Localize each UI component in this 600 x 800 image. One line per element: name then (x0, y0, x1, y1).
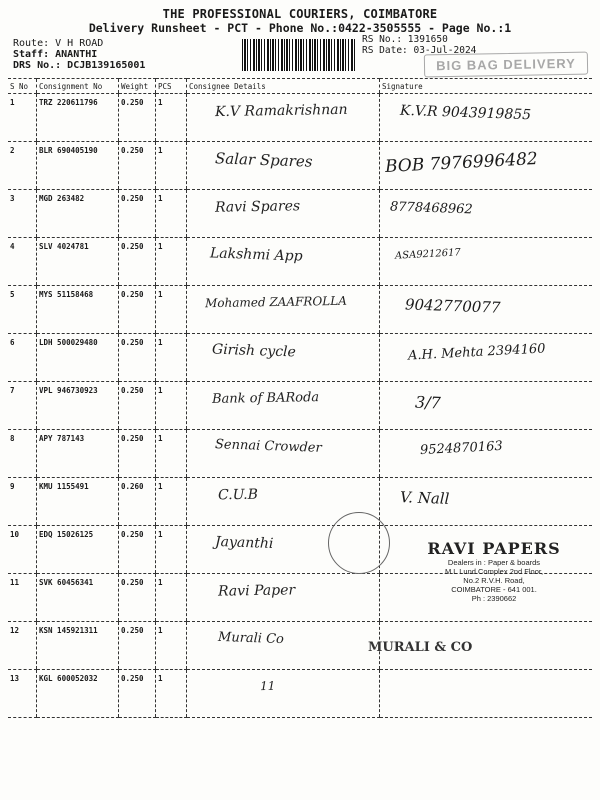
cell-consignment-no: KMU 1155491 (37, 478, 119, 526)
col-header-consignment: Consignment No (37, 79, 119, 94)
cell-weight: 0.250 (119, 526, 156, 574)
cell-consignment-no: SLV 4024781 (37, 238, 119, 286)
ravi-stamp-line: M.L Lund Complex 2nd Floor, (444, 567, 544, 576)
cell-consignment-no: BLR 690405190 (37, 142, 119, 190)
route-label: Route: V H ROAD (13, 38, 104, 49)
cell-consignment-no: VPL 946730923 (37, 382, 119, 430)
ravi-stamp-line: Dealers in : Paper & boards (447, 558, 541, 567)
handwritten-consignee: Murali Co (217, 629, 285, 648)
handwritten-signature: 3/7 (414, 392, 442, 413)
cell-pcs: 1 (156, 142, 187, 190)
cell-sno: 9 (8, 478, 37, 526)
handwritten-consignee: Salar Spares (214, 149, 313, 171)
cell-consignment-no: APY 787143 (37, 430, 119, 478)
cell-consignment-no: KGL 600052032 (37, 670, 119, 718)
handwritten-signature: A.H. Mehta 2394160 (407, 341, 546, 364)
handwritten-consignee: Girish cycle (211, 341, 297, 361)
cell-sno: 8 (8, 430, 37, 478)
company-title: THE PROFESSIONAL COURIERS, COIMBATORE (162, 7, 438, 21)
cell-weight: 0.250 (119, 622, 156, 670)
staff-label: Staff: ANANTHI (13, 49, 98, 60)
handwritten-signature: V. Nall (399, 488, 450, 508)
cell-sno: 6 (8, 334, 37, 382)
col-header-consignee: Consignee Details (187, 79, 380, 94)
table-row (8, 478, 592, 526)
cell-sno: 5 (8, 286, 37, 334)
handwritten-signature: 8778468962 (389, 199, 473, 218)
cell-pcs: 1 (156, 622, 187, 670)
handwritten-consignee: 11 (259, 678, 276, 694)
cell-weight: 0.250 (119, 574, 156, 622)
col-header-sno: S No (8, 79, 37, 94)
cell-pcs: 1 (156, 478, 187, 526)
cell-consignment-no: MYS 51158468 (37, 286, 119, 334)
cell-pcs: 1 (156, 430, 187, 478)
table-row (8, 622, 592, 670)
cell-pcs: 1 (156, 238, 187, 286)
cell-sno: 3 (8, 190, 37, 238)
round-company-stamp (328, 512, 390, 574)
ravi-papers-stamp (414, 539, 574, 603)
cell-signature (380, 238, 593, 286)
cell-pcs: 1 (156, 526, 187, 574)
cell-weight: 0.250 (119, 334, 156, 382)
cell-sno: 1 (8, 94, 37, 142)
header-info (13, 38, 145, 71)
sheet-title: Delivery Runsheet - PCT - Phone No.:0422-3505555 - Page No.:1 (88, 21, 512, 35)
cell-consignment-no: KSN 145921311 (37, 622, 119, 670)
table-row (8, 286, 592, 334)
handwritten-consignee: C.U.B (217, 486, 259, 504)
table-header-row (8, 79, 592, 94)
murali-co-stamp: MURALI & CO (368, 640, 473, 655)
ravi-stamp-line: COIMBATORE - 641 001. (451, 585, 537, 594)
cell-signature (380, 382, 593, 430)
cell-pcs: 1 (156, 94, 187, 142)
handwritten-signature: K.V.R 9043919855 (399, 102, 532, 124)
handwritten-consignee: Ravi Paper (217, 582, 296, 600)
handwritten-consignee: Mohamed ZAAFROLLA (204, 293, 347, 311)
handwritten-consignee: Bank of BARoda (211, 390, 320, 407)
handwritten-consignee: Sennai Crowder (214, 437, 322, 456)
cell-consignment-no: MGD 263482 (37, 190, 119, 238)
big-bag-delivery-stamp: BIG BAG DELIVERY (424, 52, 588, 78)
cell-sno: 7 (8, 382, 37, 430)
cell-consignment-no: SVK 60456341 (37, 574, 119, 622)
handwritten-consignee: Jayanthi (214, 533, 274, 553)
cell-sno: 10 (8, 526, 37, 574)
cell-sno: 2 (8, 142, 37, 190)
cell-pcs: 1 (156, 670, 187, 718)
cell-weight: 0.250 (119, 286, 156, 334)
handwritten-signature: 9524870163 (419, 438, 504, 459)
cell-sno: 11 (8, 574, 37, 622)
cell-consignment-no: LDH 500029480 (37, 334, 119, 382)
col-header-pcs: PCS (156, 79, 187, 94)
cell-sno: 4 (8, 238, 37, 286)
rs-info (362, 34, 476, 56)
cell-pcs: 1 (156, 574, 187, 622)
cell-weight: 0.250 (119, 142, 156, 190)
handwritten-consignee: Lakshmi App (209, 245, 303, 265)
handwritten-consignee: K.V Ramakrishnan (214, 101, 348, 121)
ravi-stamp-line: No.2 R.V.H. Road, (463, 576, 525, 585)
cell-sno: 13 (8, 670, 37, 718)
cell-pcs: 1 (156, 286, 187, 334)
col-header-signature: Signature (380, 79, 593, 94)
table-row (8, 670, 592, 718)
cell-consignment-no: EDQ 15026125 (37, 526, 119, 574)
rs-date: RS Date: 03-Jul-2024 (362, 45, 477, 56)
cell-weight: 0.250 (119, 430, 156, 478)
cell-pcs: 1 (156, 190, 187, 238)
cell-pcs: 1 (156, 382, 187, 430)
handwritten-signature: ASA9212617 (394, 247, 462, 262)
handwritten-consignee: Ravi Spares (214, 198, 301, 216)
barcode (242, 39, 355, 71)
cell-consignment-no: TRZ 220611796 (37, 94, 119, 142)
cell-weight: 0.250 (119, 382, 156, 430)
handwritten-signature: BOB 7976996482 (384, 149, 539, 177)
rs-no: RS No.: 1391650 (362, 34, 448, 45)
cell-sno: 12 (8, 622, 37, 670)
ravi-stamp-name: RAVI PAPERS (427, 539, 561, 558)
col-header-weight: Weight (119, 79, 156, 94)
handwritten-signature: 9042770077 (404, 295, 501, 317)
cell-weight: 0.260 (119, 478, 156, 526)
drs-label: DRS No.: DCJB139165001 (13, 60, 146, 71)
cell-weight: 0.250 (119, 238, 156, 286)
cell-signature (380, 670, 593, 718)
cell-consignee (187, 670, 380, 718)
table-row (8, 382, 592, 430)
cell-weight: 0.250 (119, 190, 156, 238)
cell-weight: 0.250 (119, 94, 156, 142)
ravi-stamp-line: Ph : 2390662 (471, 594, 517, 603)
cell-pcs: 1 (156, 334, 187, 382)
cell-weight: 0.250 (119, 670, 156, 718)
